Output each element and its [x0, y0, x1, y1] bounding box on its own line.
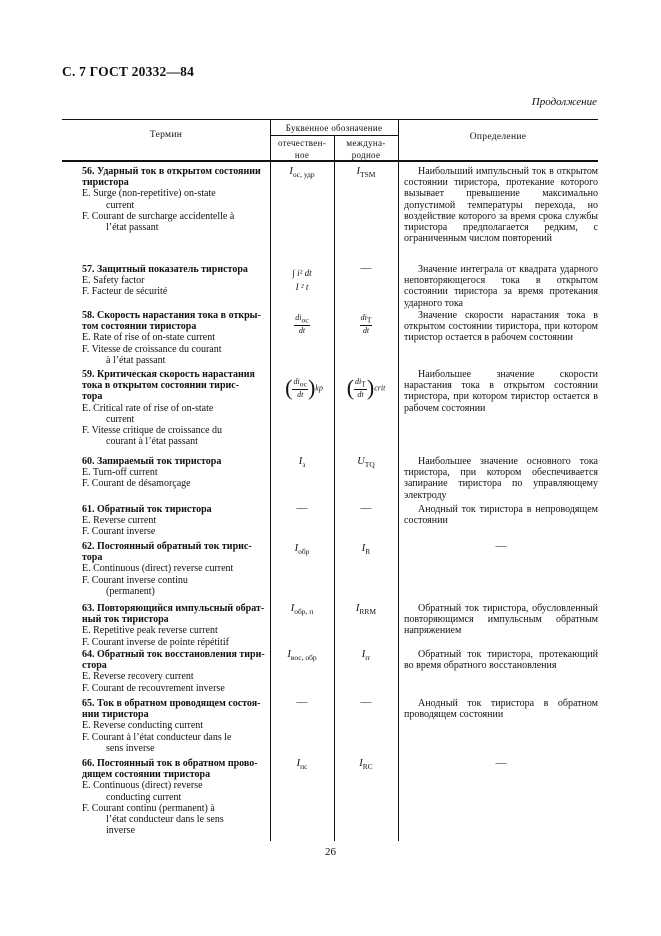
symbol-international-66: $I_{RC}$: [359, 758, 373, 772]
symbol-international-62: $I_R$: [361, 543, 371, 557]
symbol-international-58: $\frac{di_T}{dt}$: [360, 313, 372, 335]
page-number: 26: [325, 846, 336, 858]
header-term: Термин: [149, 130, 183, 140]
symbol-international-57: —: [360, 262, 372, 274]
definition-58: Значение скорости нарастания тока в открытом состоянии тиристора, при котором тиристор остается в рабочем состоянии: [404, 310, 598, 344]
symbol-domestic-58: $\frac{di_{ос}}{dt}$: [295, 313, 309, 335]
term-entry-57: 57. Защитный показатель тиристора E. Safety factor F. Facteur de sécurité: [82, 264, 248, 298]
symbol-international-64: $I_{rr}$: [361, 649, 371, 663]
definition-66: —: [495, 757, 507, 769]
term-entry-59: 59. Критическая скорость нарастания тока в открытом состоянии тирис- тора E. Critical rate of rise of on-state current F. Vitesse critique de croissance du courant à l’état passant: [82, 369, 255, 448]
term-entry-63: 63. Повторяющийся импульсный обрат- ный ток тиристора E. Repetitive peak reverse current F. Courant inverse de pointe répétitif: [82, 603, 265, 648]
definition-65: Анодный ток тиристора в обратном проводящем состоянии: [404, 698, 598, 721]
symbol-domestic-65: —: [296, 696, 308, 708]
header-symbol: Буквенное обозначение: [285, 123, 383, 133]
symbol-international-60: $U_{TQ}$: [357, 456, 375, 470]
header-definition: Определение: [469, 132, 527, 142]
symbol-international-65: —: [360, 696, 372, 708]
symbol-international-56: $I_{TSM}$: [356, 166, 376, 180]
header-domestic: отечествен- ное: [277, 138, 327, 160]
definition-63: Обратный ток тиристора, обусловленный повторяющимся импульсным обратным напряжением: [404, 603, 598, 637]
symbol-domestic-59: ( $\frac{di_{ос}}{dt}$ )kp: [285, 375, 323, 400]
term-entry-56: 56. Ударный ток в открытом состоянии тиристора E. Surge (non-repetitive) on-state current F. Courant de surcharge accidentelle à l’état passant: [82, 166, 261, 234]
symbol-international-59: ( $\frac{di_T}{dt}$ )crit: [346, 375, 386, 400]
term-entry-60: 60. Запираемый ток тиристора E. Turn-off current F. Courant de désamorçage: [82, 456, 222, 490]
col-divider-3: [398, 119, 399, 841]
definition-64: Обратный ток тиристора, протекающий во время обратного восстановления: [404, 649, 598, 672]
document-header: С. 7 ГОСТ 20332—84: [62, 64, 195, 79]
definition-56: Наибольший импульсный ток в открытом состоянии тиристора, протекание которого вызывает превышение максимально допустимой температуры перехода, но воздействие которого за время срока службы тиристора предполагается редким, с ограниченным числом повторений: [404, 166, 598, 245]
symbol-international-61: —: [360, 502, 372, 514]
symbol-international-63: $I_{RRM}$: [355, 603, 377, 617]
term-entry-61: 61. Обратный ток тиристора E. Reverse current F. Courant inverse: [82, 504, 212, 538]
symbol-domestic-60: $I_з$: [298, 456, 306, 470]
symbol-domestic-57: ∫ i² dt I ² t: [292, 268, 312, 292]
term-entry-58: 58. Скорость нарастания тока в откры- том состоянии тиристора E. Rate of rise of on-state current F. Vitesse de croissance du courant à l’état passant: [82, 310, 261, 366]
definition-62: —: [495, 540, 507, 552]
term-entry-64: 64. Обратный ток восстановления тири- стора E. Reverse recovery current F. Courant de recouvrement inverse: [82, 649, 265, 694]
symbol-domestic-56: $I_{ос, удр}$: [289, 166, 315, 180]
symbol-domestic-61: —: [296, 502, 308, 514]
symbol-domestic-63: $I_{обр, п}$: [290, 603, 314, 617]
definition-60: Наибольшее значение основного тока тиристора, при котором обеспечивается запирание тиристора по управляющему электроду: [404, 456, 598, 501]
definition-57: Значение интеграла от квадрата ударного неповторяющегося тока в открытом состоянии тиристора за время протекания ударного тока: [404, 264, 598, 309]
header-international: междуна- родное: [346, 138, 386, 160]
term-entry-65: 65. Ток в обратном проводящем состоя- нии тиристора E. Reverse conducting current F. Courant à l’état conducteur dans le sens inverse: [82, 698, 261, 754]
symbol-domestic-64: $I_{вос, обр}$: [287, 649, 317, 663]
term-entry-66: 66. Постоянный ток в обратном прово- дящем состоянии тиристора E. Continuous (direct) reverse conducting current F. Courant continu (permanent) à l’état conducteur dans le sens inverse: [82, 758, 258, 837]
symbol-domestic-66: $I_{пс}$: [296, 758, 308, 772]
continuation-label: Продолжение: [531, 96, 597, 108]
term-entry-62: 62. Постоянный обратный ток тирис- тора E. Continuous (direct) reverse current F. Courant inverse continu (permanent): [82, 541, 252, 597]
definition-59: Наибольшее значение скорости нарастания тока в открытом состоянии тиристора, при котором тиристор остается в рабочем состоянии: [404, 369, 598, 414]
table-top-rule: [62, 119, 598, 120]
col-divider-2: [334, 135, 335, 841]
definition-61: Анодный ток тиристора в непроводящем состоянии: [404, 504, 598, 527]
symbol-domestic-62: $I_{обр}$: [294, 543, 310, 557]
